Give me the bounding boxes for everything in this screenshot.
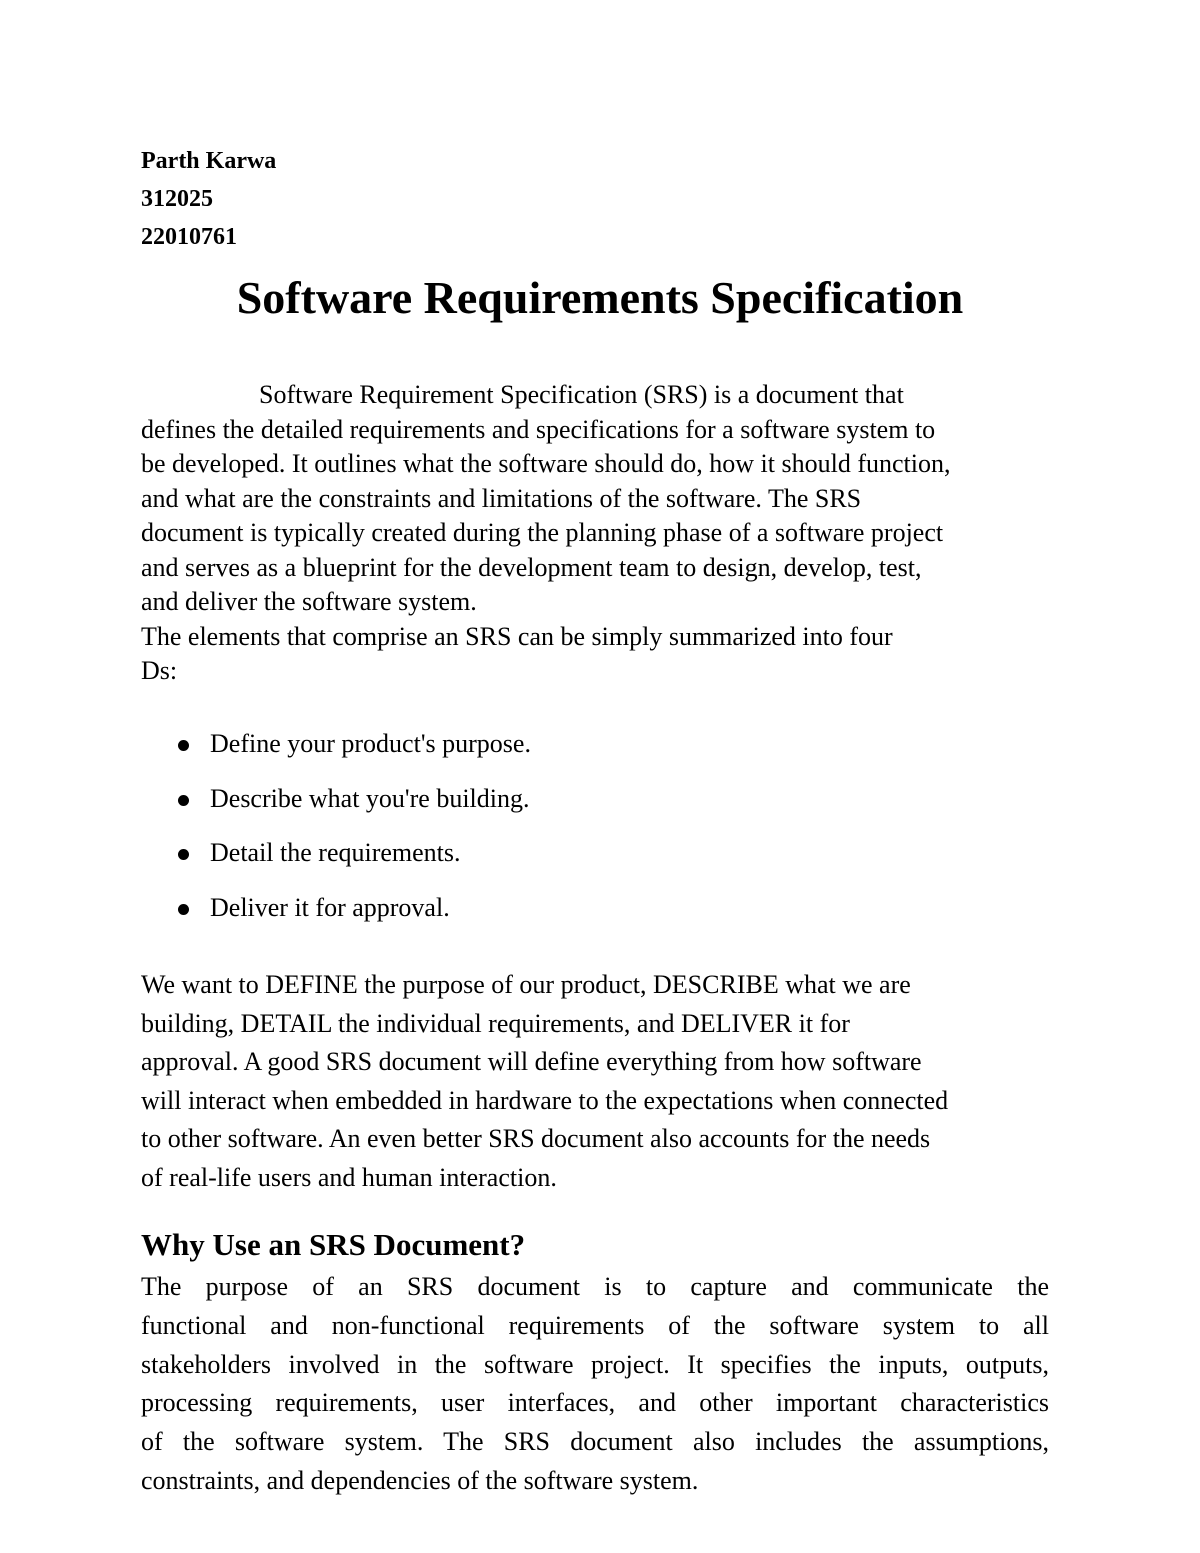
list-item xyxy=(178,888,531,943)
list-item xyxy=(178,833,531,888)
paragraph-line: document is typically created during the planning phase of a software project xyxy=(141,518,944,547)
paragraph-line: of real-life users and human interaction. xyxy=(141,1162,557,1192)
paragraph-line: The elements that comprise an SRS can be simply summarized into four xyxy=(141,621,893,651)
four-ds-list xyxy=(178,724,531,942)
paragraph-line: functional and non-functional requirements of the software system to all xyxy=(141,1310,1049,1340)
list-item xyxy=(178,724,531,779)
paragraph-line: of the software system. The SRS document also includes the assumptions, xyxy=(141,1427,1049,1457)
paragraph-line: We want to DEFINE the purpose of our product, DESCRIBE what we are xyxy=(141,970,911,999)
bullet-icon xyxy=(178,740,189,751)
paragraph-line: to other software. An even better SRS document also accounts for the needs xyxy=(141,1124,931,1154)
section-paragraph xyxy=(141,1268,1049,1501)
document-title: Software Requirements Specification xyxy=(236,272,964,323)
paragraph-line: and what are the constraints and limitations of the software. The SRS xyxy=(141,483,862,513)
list-item-text: Detail the requirements. xyxy=(210,838,461,867)
paragraph-line: approval. A good SRS document will define everything from how software xyxy=(141,1047,922,1077)
list-item-text: Define your product's purpose. xyxy=(210,729,531,758)
paragraph-line: The purpose of an SRS document is to capture and communicate the xyxy=(141,1272,1049,1301)
list-item-text: Describe what you're building. xyxy=(210,783,530,813)
paragraph-line: Software Requirement Specification (SRS) is a document that xyxy=(259,380,904,409)
author-name: Parth Karwa xyxy=(141,148,277,174)
paragraph-line: Ds: xyxy=(141,656,178,685)
list-item xyxy=(178,779,531,834)
section-heading: Why Use an SRS Document? xyxy=(141,1227,526,1262)
summary-paragraph xyxy=(141,966,1071,1198)
paragraph-line: will interact when embedded in hardware to the expectations when connected xyxy=(141,1085,949,1115)
paragraph-line: constraints, and dependencies of the software system. xyxy=(141,1465,699,1495)
paragraph-line: processing requirements, user interfaces, and other important characteristics xyxy=(141,1388,1049,1418)
roll-number: 312025 xyxy=(141,186,213,212)
bullet-icon xyxy=(178,904,189,915)
paragraph-line: and serves as a blueprint for the development team to design, develop, test, xyxy=(141,552,922,582)
bullet-icon xyxy=(178,795,189,806)
paragraph-line: defines the detailed requirements and specifications for a software system to xyxy=(141,414,936,444)
paragraph-line: stakeholders involved in the software project. It specifies the inputs, outputs, xyxy=(141,1349,1049,1379)
paragraph-line: building, DETAIL the individual requirements, and DELIVER it for xyxy=(141,1008,850,1038)
intro-paragraph xyxy=(141,378,1071,689)
paragraph-line: be developed. It outlines what the software should do, how it should function, xyxy=(141,449,951,478)
author-header xyxy=(141,142,276,256)
paragraph-line: and deliver the software system. xyxy=(141,587,477,616)
bullet-icon xyxy=(178,849,189,860)
enrollment-number: 22010761 xyxy=(141,224,237,250)
list-item-text: Deliver it for approval. xyxy=(210,892,450,922)
